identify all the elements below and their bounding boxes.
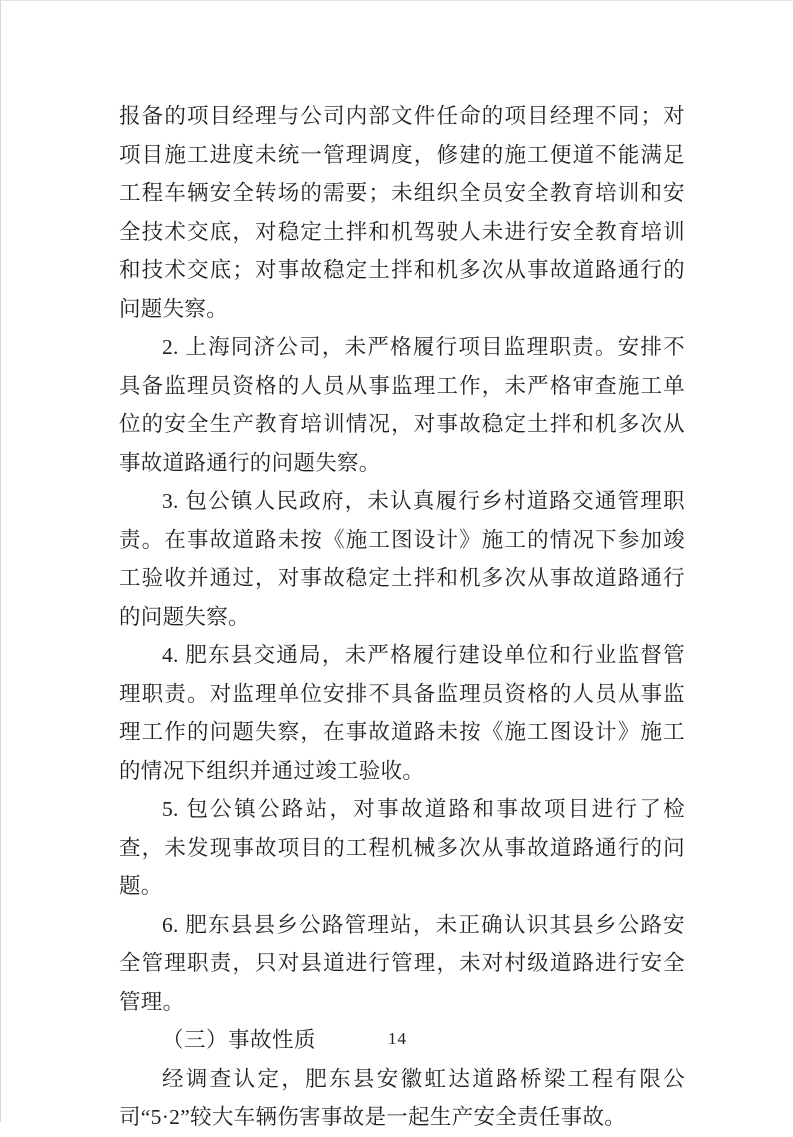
paragraph-item-6: 6. 肥东县县乡公路管理站，未正确认识其县乡公路安全管理职责，只对县道进行管理，未对村级道路进行安全管理。 (119, 912, 685, 1014)
paragraph-item-4: 4. 肥东县交通局，未严格履行建设单位和行业监督管理职责。对监理单位安排不具备监理员资格的人员从事监理工作的问题失察，在事故道路未按《施工图设计》施工的情况下组织并通过竣工验收。 (119, 643, 685, 783)
paragraph-item-5: 5. 包公镇公路站，对事故道路和事故项目进行了检查，未发现事故项目的工程机械多次从事故道路通行的问题。 (119, 797, 685, 898)
paragraph-item-2: 2. 上海同济公司，未严格履行项目监理职责。安排不具备监理员资格的人员从事监理工作，未严格审查施工单位的安全生产教育培训情况，对事故稳定土拌和机多次从事故道路通行的问题失察。 (119, 335, 685, 475)
paragraph-conclusion: 经调查认定，肥东县安徽虹达道路桥梁工程有限公司“5·2”较大车辆伤害事故是一起生产安全责任事故。 (119, 1066, 685, 1129)
page-number: 14 (388, 1029, 407, 1048)
paragraph-continued: 报备的项目经理与公司内部文件任命的项目经理不同；对项目施工进度未统一管理调度，修建的施工便道不能满足工程车辆安全转场的需要；未组织全员安全教育培训和安全技术交底，对稳定土拌和机驾驶人未进行安全教育培训和技术交底；对事故稳定土拌和机多次从事故道路通行的问题失察。 (119, 104, 685, 321)
document-body (119, 97, 685, 1137)
section-heading-accident-nature: （三）事故性质 (162, 1028, 317, 1052)
paragraph-item-3: 3. 包公镇人民政府，未认真履行乡村道路交通管理职责。在事故道路未按《施工图设计》施工的情况下参加竣工验收并通过，对事故稳定土拌和机多次从事故道路通行的问题失察。 (119, 489, 685, 629)
